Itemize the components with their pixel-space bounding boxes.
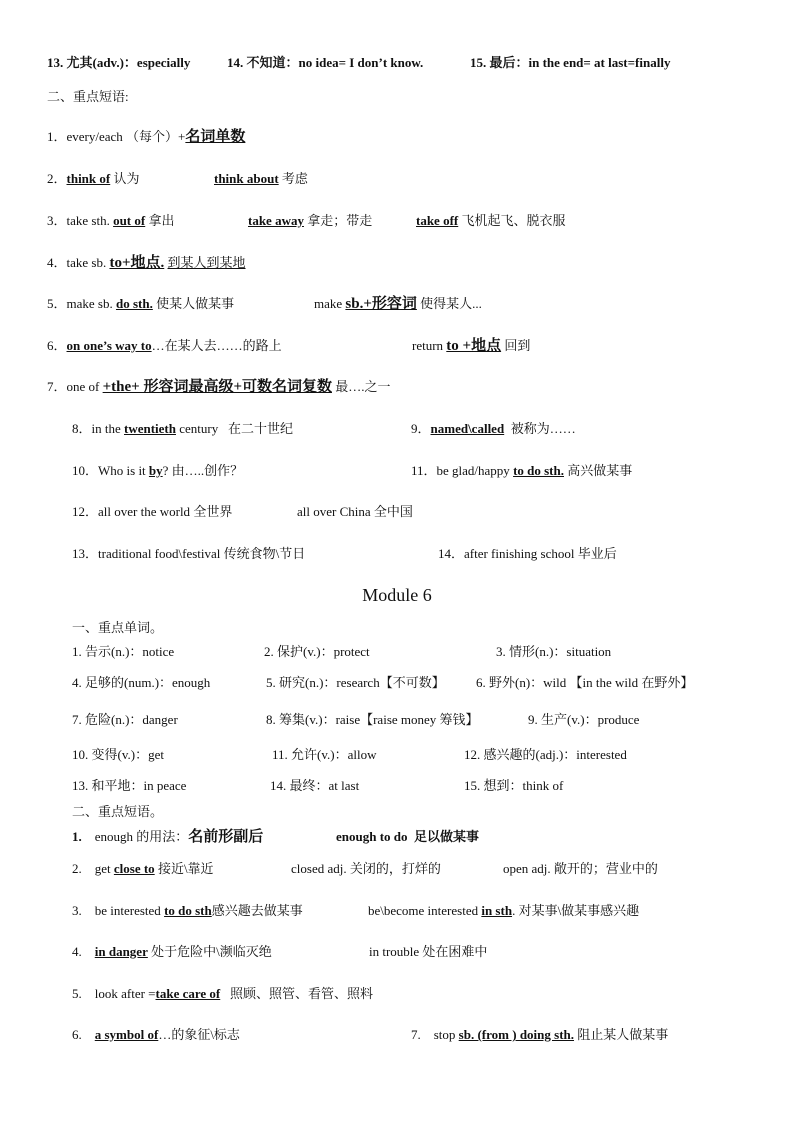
phrase-4	[47, 254, 246, 272]
phrase-14-a: 14．after finishing school	[438, 546, 575, 561]
phrase-5-b: sb.+形容词	[345, 296, 417, 312]
phrase-5	[47, 295, 234, 313]
phrase-4-a: to+地点.	[109, 255, 165, 271]
m6-phrase-2-pre: get	[94, 861, 114, 876]
m6-phrase-3	[72, 902, 303, 920]
m6-phrase-7-a: sb. (from ) doing sth.	[458, 1027, 575, 1042]
phrase-4-a-cn: 到某人到某地	[167, 255, 246, 270]
phrase-10-a: by	[148, 463, 163, 478]
phrase-11	[411, 462, 632, 480]
phrase-2-a: think of	[66, 171, 111, 186]
phrase-10-a-cn: ? 由…..创作？	[162, 463, 244, 478]
m6-phrase-3-a-cn: 感兴趣去做某事	[211, 903, 303, 918]
phrase-1-text: 1．every/each （每个）+	[47, 129, 186, 144]
phrase-8-a-cn: 在二十世纪	[227, 421, 293, 436]
phrase-11-a: to do sth.	[513, 463, 564, 478]
phrase-3-c-cn: 飞机起飞、脱衣服	[461, 213, 566, 228]
m6-phrase-4-a-cn: 处于危险中\濒临灭绝	[151, 944, 272, 959]
phrase-1-bold: 名词单数	[185, 129, 246, 145]
phrase-5-a: do sth.	[115, 296, 153, 311]
phrase-8-a: twentieth	[124, 421, 176, 436]
word-item: 14. 最终：at last	[270, 778, 360, 793]
word-item: 8. 筹集(v.)：raise【raise money 筹钱】	[266, 712, 479, 727]
phrase-8	[72, 420, 293, 438]
m6-phrase-7-pre: stop	[433, 1027, 459, 1042]
m6-phrase-2-a-cn: 接近\靠近	[157, 861, 214, 876]
phrase-3-b: take away	[248, 213, 304, 228]
phrase-8-a-post: century	[179, 421, 219, 436]
word-item: 7. 危险(n.)：danger	[72, 712, 178, 727]
m6-phrase-1-b: 名前形副后	[188, 829, 264, 845]
phrase-12-b: all over China	[297, 504, 371, 519]
m6-phrase-1-c: enough to do	[336, 829, 408, 844]
phrase-9	[411, 420, 576, 438]
phrase-11-a-cn: 高兴做某事	[567, 463, 633, 478]
word-item: 5. 研究(n.)：research【不可数】	[266, 675, 445, 690]
phrase-7-a: +the+ 形容词最高级+可数名词复数	[102, 379, 332, 395]
m6-phrase-7	[411, 1026, 668, 1044]
phrase-6-a: on one’s way to	[66, 338, 152, 353]
phrase-12-a-cn: 全世界	[193, 504, 233, 519]
m6-phrase-6-num: 6.	[72, 1027, 82, 1042]
phrase-3	[47, 212, 174, 230]
word-14: 14. 不知道：no idea= I don’t know.	[227, 55, 424, 70]
word-15: 15. 最后：in the end= at last=finally	[470, 55, 671, 70]
phrase-3c	[416, 212, 566, 230]
word-item: 6. 野外(n)：wild 【in the wild 在野外】	[476, 675, 694, 690]
phrase-9-num: 9．	[411, 421, 431, 436]
phrase-12	[72, 503, 232, 521]
phrase-14-a-cn: 毕业后	[577, 546, 617, 561]
m6-phrase-4	[72, 943, 272, 961]
phrase-3b	[248, 212, 372, 230]
phrase-5-b-pre: make	[314, 296, 346, 311]
phrase-3-c: take off	[416, 213, 459, 228]
phrase-2-b-cn: 考虑	[281, 171, 308, 186]
word-item: 4. 足够的(num.)：enough	[72, 675, 211, 690]
phrase-3-b-cn: 拿走；带走	[307, 213, 373, 228]
m6-phrase-7-a-cn: 阻止某人做某事	[577, 1027, 669, 1042]
m6-phrase-1-d: 足以做某事	[414, 829, 480, 844]
phrase-2	[47, 170, 140, 188]
phrase-7-num: 7．one of	[47, 379, 103, 394]
m6-phrase-2	[72, 860, 214, 878]
m6-phrase-2-a: close to	[113, 861, 155, 876]
word-item: 2. 保护(v.)：protect	[264, 644, 370, 659]
phrase-6-a-cn: …在某人去……的路上	[151, 338, 282, 353]
phrase-6-num: 6．	[47, 338, 67, 353]
phrase-3-a-cn: 拿出	[148, 213, 175, 228]
section-heading-phrases-m6: 二、重点短语。	[72, 804, 164, 819]
phrase-7	[47, 378, 391, 396]
phrase-12-a: 12．all over the world	[72, 504, 191, 519]
m6-phrase-1c	[336, 828, 479, 846]
m6-phrase-3-num: 3.	[72, 903, 82, 918]
m6-phrase-3-b-pre: be\become interested	[368, 903, 482, 918]
phrase-13-a-cn: 传统食物\节日	[223, 546, 306, 561]
word-item: 1. 告示(n.)：notice	[72, 644, 175, 659]
phrase-10	[72, 462, 243, 480]
phrase-11-num: 11．be glad/happy	[411, 463, 514, 478]
phrase-8-num: 8．in the	[72, 421, 124, 436]
word-13: 13. 尤其(adv.)：especially	[47, 55, 191, 70]
m6-phrase-2b: closed adj. 关闭的，打烊的	[291, 861, 441, 876]
phrase-5-num: 5．make sb.	[47, 296, 116, 311]
m6-phrase-5	[72, 985, 373, 1003]
phrase-5-a-cn: 使某人做某事	[156, 296, 235, 311]
m6-phrase-3-b: in sth	[481, 903, 513, 918]
phrase-9-a-cn: 被称为……	[510, 421, 576, 436]
m6-phrase-5-num: 5.	[72, 986, 82, 1001]
m6-phrase-4-num: 4.	[72, 944, 82, 959]
phrase-6b	[412, 337, 530, 355]
m6-phrase-3-a: to do sth	[164, 903, 212, 918]
phrase-2-num: 2．	[47, 171, 67, 186]
m6-phrase-6-a-cn: …的象征\标志	[158, 1027, 240, 1042]
word-item: 9. 生产(v.)：produce	[528, 712, 640, 727]
word-item: 3. 情形(n.)：situation	[496, 644, 612, 659]
section-heading-phrases: 二、重点短语:	[47, 89, 129, 104]
m6-phrase-5-a: take care of	[155, 986, 221, 1001]
m6-phrase-2c: open adj. 敞开的；营业中的	[503, 861, 658, 876]
m6-phrase-1-num: 1.	[72, 829, 82, 844]
m6-phrase-6-a: a symbol of	[94, 1027, 159, 1042]
m6-phrase-1	[72, 828, 263, 846]
phrase-7-a-cn: 最….之一	[335, 379, 391, 394]
phrase-2-b: think about	[214, 171, 279, 186]
phrase-6	[47, 337, 282, 355]
m6-phrase-4b: in trouble 处在困难中	[369, 944, 488, 959]
m6-phrase-5-pre: look after =	[94, 986, 156, 1001]
phrase-5-b-cn: 使得某人...	[420, 296, 482, 311]
word-item: 13. 和平地：in peace	[72, 778, 187, 793]
m6-phrase-4-a: in danger	[94, 944, 148, 959]
phrase-14	[438, 545, 617, 563]
phrase-3-a: out of	[113, 213, 146, 228]
phrase-4-num: 4．take sb.	[47, 255, 110, 270]
phrase-6-b: to +地点	[446, 338, 502, 354]
m6-phrase-6	[72, 1026, 240, 1044]
m6-phrase-1-a: enough 的用法：	[94, 829, 189, 844]
phrase-12-b-cn: 全中国	[373, 504, 413, 519]
m6-phrase-2-num: 2.	[72, 861, 82, 876]
phrase-2-a-cn: 认为	[113, 171, 140, 186]
phrase-1	[47, 128, 245, 146]
phrase-13-a: 13．traditional food\festival	[72, 546, 221, 561]
m6-phrase-5-a-cn: 照顾、照管、看管、照料	[230, 986, 374, 1001]
phrase-6-b-cn: 回到	[504, 338, 531, 353]
phrase-12b	[297, 503, 413, 521]
phrase-2b	[214, 170, 308, 188]
phrase-10-num: 10．Who is it	[72, 463, 149, 478]
word-item: 12. 感兴趣的(adj.)：interested	[464, 747, 627, 762]
word-item: 11. 允许(v.)：allow	[272, 747, 377, 762]
phrase-6-b-pre: return	[412, 338, 447, 353]
phrase-13	[72, 545, 305, 563]
section-heading-words: 一、重点单词。	[72, 620, 164, 635]
phrase-5b	[314, 295, 482, 313]
m6-phrase-3b	[368, 902, 639, 920]
m6-phrase-3-b-cn: . 对某事\做某事感兴趣	[512, 903, 640, 918]
m6-phrase-3-pre: be interested	[94, 903, 165, 918]
module-title: Module 6	[362, 585, 432, 605]
word-item: 15. 想到：think of	[464, 778, 564, 793]
phrase-9-a: named\called	[430, 421, 505, 436]
word-item: 10. 变得(v.)：get	[72, 747, 164, 762]
phrase-3-num: 3．take sth.	[47, 213, 114, 228]
m6-phrase-7-num: 7.	[411, 1027, 421, 1042]
